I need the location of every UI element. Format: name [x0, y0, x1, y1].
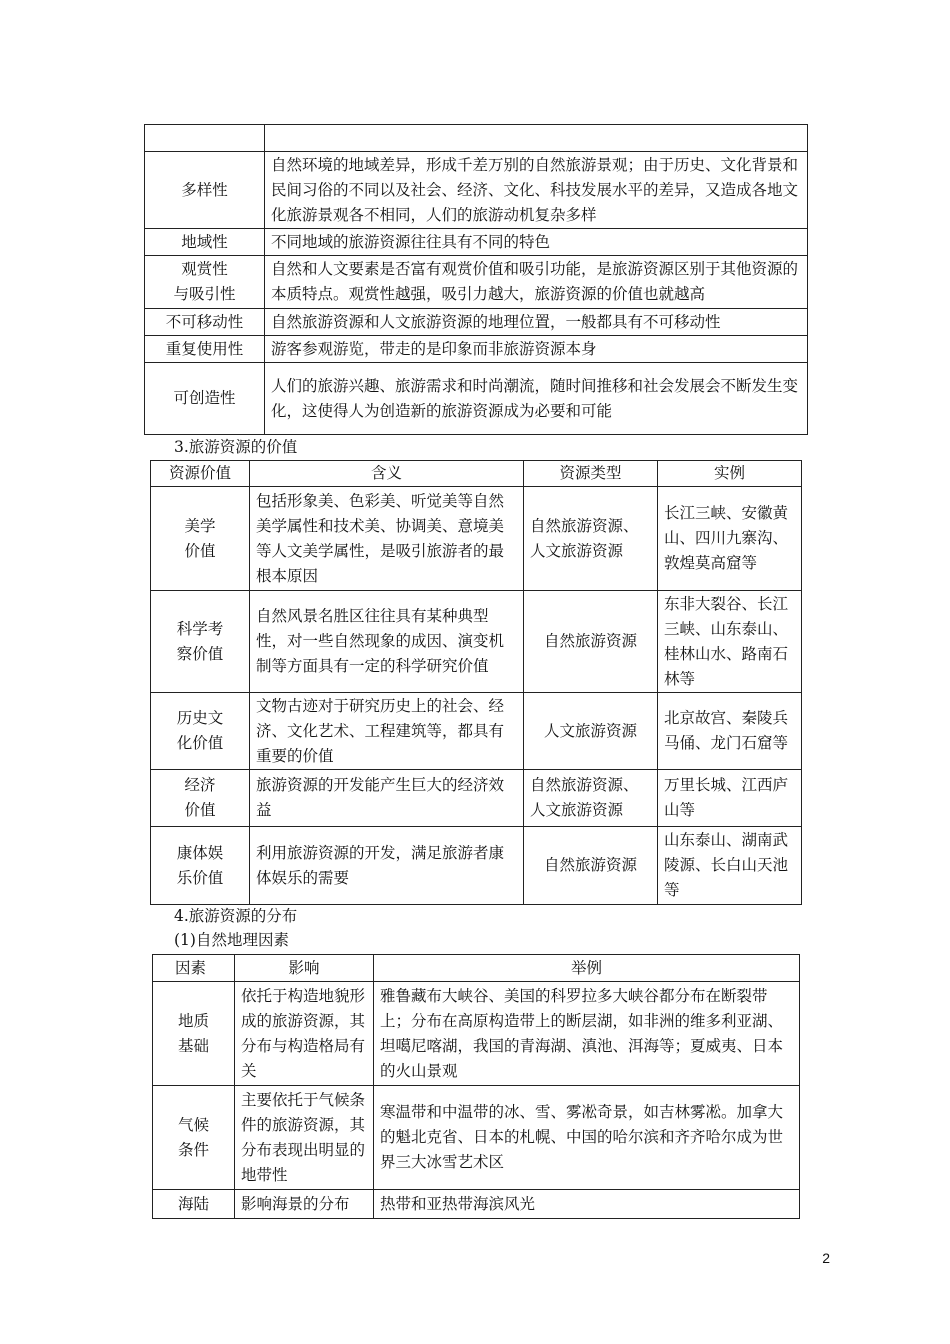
table-cell: 不同地域的旅游资源往往具有不同的特色 [265, 229, 808, 256]
table-row [151, 827, 802, 905]
table-cell: 人们的旅游兴趣、旅游需求和时尚潮流，随时间推移和社会发展会不断发生变化，这使得人为创造新的旅游资源成为必要和可能 [265, 363, 808, 435]
table-cell: 自然和人文要素是否富有观赏价值和吸引功能，是旅游资源区别于其他资源的本质特点。观赏性越强，吸引力越大，旅游资源的价值也就越高 [265, 256, 808, 309]
table-cell: 游客参观游览，带走的是印象而非旅游资源本身 [265, 336, 808, 363]
distribution-table [152, 954, 800, 1219]
table-header-row [153, 955, 800, 982]
table-cell: 海陆 [153, 1190, 235, 1219]
table-cell: 美学 价值 [151, 487, 250, 591]
table-row [153, 982, 800, 1086]
column-header: 资源价值 [151, 461, 250, 487]
table-cell [265, 125, 808, 152]
table-row [153, 1190, 800, 1219]
table-cell: 不可移动性 [145, 309, 265, 336]
table-cell: 观赏性 与吸引性 [145, 256, 265, 309]
table-row [145, 152, 808, 229]
table-cell: 利用旅游资源的开发，满足旅游者康体娱乐的需要 [250, 827, 524, 905]
table-cell: 多样性 [145, 152, 265, 229]
table-row [151, 591, 802, 693]
table-cell: 重复使用性 [145, 336, 265, 363]
table-cell: 自然旅游资源和人文旅游资源的地理位置，一般都具有不可移动性 [265, 309, 808, 336]
table-cell: 主要依托于气候条件的旅游资源，其分布表现出明显的地带性 [235, 1086, 374, 1190]
section-heading: 3.旅游资源的价值 [174, 438, 298, 456]
table-cell: 雅鲁藏布大峡谷、美国的科罗拉多大峡谷都分布在断裂带上；分布在高原构造带上的断层湖，如非洲的维多利亚湖、坦噶尼喀湖，我国的青海湖、滇池、洱海等；夏威夷、日本的火山景观 [374, 982, 800, 1086]
table-row [151, 487, 802, 591]
table-cell: 文物古迹对于研究历史上的社会、经济、文化艺术、工程建筑等，都具有重要的价值 [250, 693, 524, 770]
table-cell [145, 125, 265, 152]
table-row [145, 256, 808, 309]
table-cell: 气候 条件 [153, 1086, 235, 1190]
table-row [145, 229, 808, 256]
table-cell: 自然旅游资源、人文旅游资源 [524, 487, 658, 591]
column-header: 因素 [153, 955, 235, 982]
column-header: 影响 [235, 955, 374, 982]
table-cell: 旅游资源的开发能产生巨大的经济效益 [250, 770, 524, 827]
table-cell: 影响海景的分布 [235, 1190, 374, 1219]
table-row [151, 770, 802, 827]
table-header-row [151, 461, 802, 487]
table-cell: 依托于构造地貌形成的旅游资源，其分布与构造格局有关 [235, 982, 374, 1086]
table-cell: 科学考 察价值 [151, 591, 250, 693]
table-row [145, 336, 808, 363]
table-cell: 自然环境的地域差异，形成千差万别的自然旅游景观；由于历史、文化背景和民间习俗的不同以及社会、经济、文化、科技发展水平的差异，又造成各地文化旅游景观各不相同，人们的旅游动机复杂多样 [265, 152, 808, 229]
sub-heading: (1)自然地理因素 [174, 931, 289, 949]
table-row [151, 693, 802, 770]
table-cell: 北京故宫、秦陵兵马俑、龙门石窟等 [658, 693, 802, 770]
table-cell: 自然旅游资源 [524, 827, 658, 905]
table-cell: 经济 价值 [151, 770, 250, 827]
section-heading: 4.旅游资源的分布 [174, 907, 298, 925]
table-cell: 地质 基础 [153, 982, 235, 1086]
table-cell: 可创造性 [145, 363, 265, 435]
table-row [145, 363, 808, 435]
column-header: 资源类型 [524, 461, 658, 487]
table-cell: 地域性 [145, 229, 265, 256]
table-cell: 自然旅游资源 [524, 591, 658, 693]
table-cell: 长江三峡、安徽黄山、四川九寨沟、敦煌莫高窟等 [658, 487, 802, 591]
table-cell: 历史文 化价值 [151, 693, 250, 770]
table-cell: 人文旅游资源 [524, 693, 658, 770]
table-row [153, 1086, 800, 1190]
table-cell: 自然风景名胜区往往具有某种典型性，对一些自然现象的成因、演变机制等方面具有一定的科学研究价值 [250, 591, 524, 693]
characteristics-table [144, 124, 808, 435]
table-cell: 自然旅游资源、人文旅游资源 [524, 770, 658, 827]
table-row [145, 125, 808, 152]
table-cell: 热带和亚热带海滨风光 [374, 1190, 800, 1219]
table-cell: 寒温带和中温带的冰、雪、雾凇奇景，如吉林雾凇。加拿大的魁北克省、日本的札幌、中国的哈尔滨和齐齐哈尔成为世界三大冰雪艺术区 [374, 1086, 800, 1190]
table-cell: 万里长城、江西庐山等 [658, 770, 802, 827]
page-number: 2 [822, 1250, 830, 1266]
table-cell: 康体娱 乐价值 [151, 827, 250, 905]
table-cell: 包括形象美、色彩美、听觉美等自然美学属性和技术美、协调美、意境美等人文美学属性，是吸引旅游者的最根本原因 [250, 487, 524, 591]
column-header: 实例 [658, 461, 802, 487]
table-cell: 山东泰山、湖南武陵源、长白山天池等 [658, 827, 802, 905]
table-cell: 东非大裂谷、长江三峡、山东泰山、桂林山水、路南石林等 [658, 591, 802, 693]
column-header: 含义 [250, 461, 524, 487]
column-header: 举例 [374, 955, 800, 982]
value-table [150, 460, 802, 905]
table-row [145, 309, 808, 336]
